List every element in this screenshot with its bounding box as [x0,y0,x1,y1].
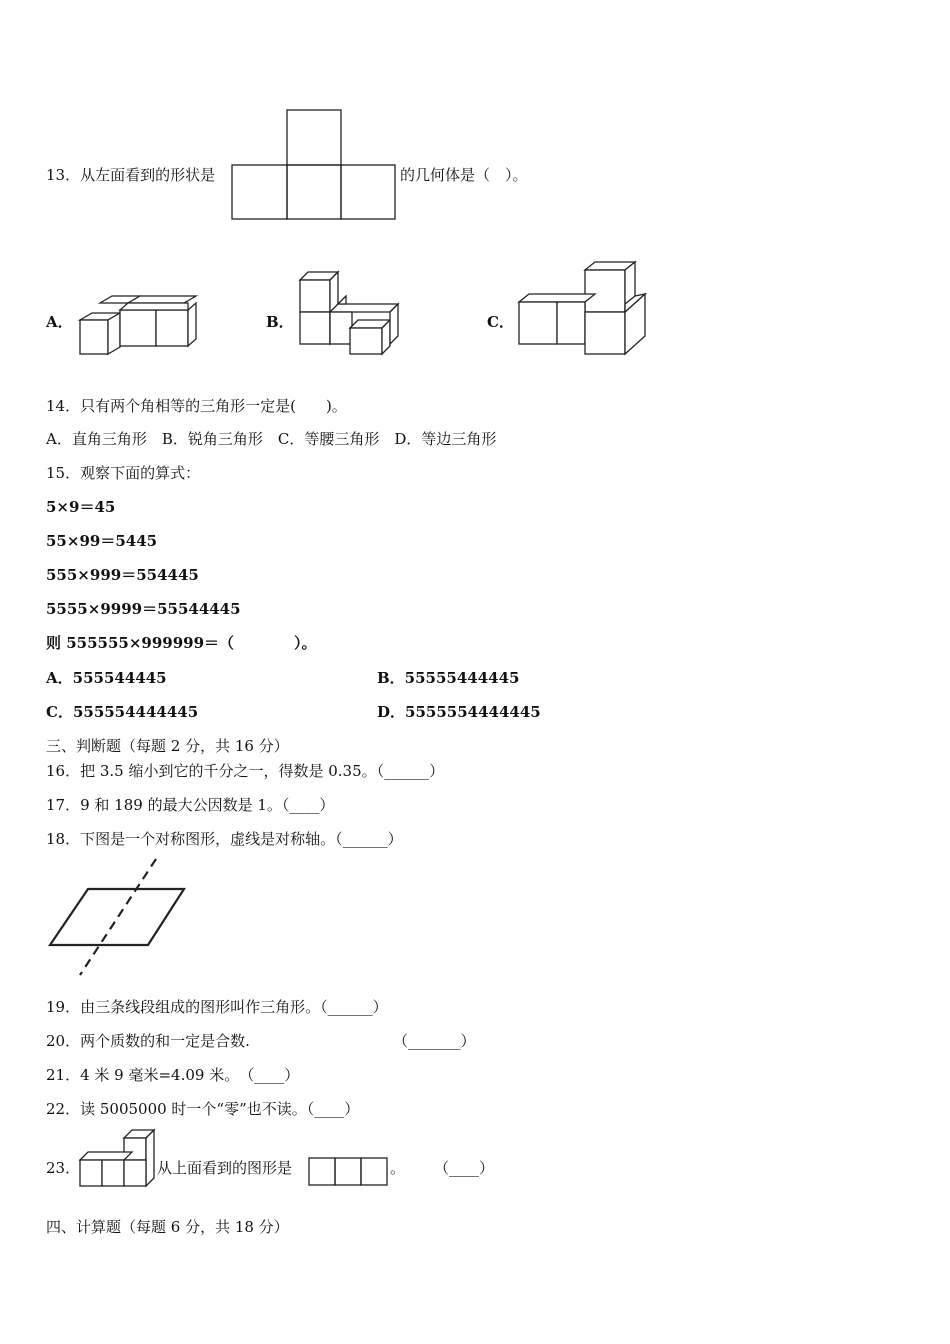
q18: 18．下图是一个对称图形，虚线是对称轴。（______） [46,830,403,848]
q21: 21．4 米 9 毫米=4.09 米。 （____） [46,1066,300,1084]
q15-option-b[interactable]: B．55555444445 [377,669,520,687]
q13-option-a-figure[interactable] [78,294,200,358]
q13-prefix: 13．从左面看到的形状是 [46,166,216,184]
q20-stem: 20．两个质数的和一定是合数. [46,1032,250,1050]
q15-line-4: 5555×9999＝55544445 [46,600,241,618]
q13-option-b-figure[interactable] [298,270,404,358]
section-3-heading: 三、判断题（每题 2 分，共 16 分） [46,737,289,755]
q15-line-2: 55×99＝5445 [46,532,158,550]
q18-parallelogram-figure [46,857,188,979]
q13-option-b-label[interactable]: B． [266,313,294,331]
q23-top-view-figure [308,1157,390,1187]
q14-stem: 14．只有两个角相等的三角形一定是( )。 [46,397,347,415]
q17: 17．9 和 189 的最大公因数是 1。（____） [46,796,335,814]
q23-suffix: 。 [390,1159,406,1177]
q16: 16．把 3.5 缩小到它的千分之一，得数是 0.35。（______） [46,762,445,780]
q23-cube-figure [78,1128,160,1190]
q13-option-c-label[interactable]: C． [487,313,514,331]
q15-option-d[interactable]: D．5555554444445 [377,703,541,721]
q23-middle: 从上面看到的图形是 [157,1159,293,1177]
q13-option-a-label[interactable]: A． [46,313,73,331]
q13-option-c-figure[interactable] [517,260,651,356]
q22: 22．读 5005000 时一个“零”也不读。（____） [46,1100,360,1118]
q15-stem: 15．观察下面的算式： [46,464,201,482]
q23-prefix: 23． [46,1159,81,1177]
q23-blank: （____） [434,1159,495,1177]
q13-suffix: 的几何体是（ ）。 [400,166,528,184]
q15-ask: 则 555555×999999＝（ ）。 [46,634,317,652]
q19: 19．由三条线段组成的图形叫作三角形。（______） [46,998,388,1016]
q15-option-a[interactable]: A．555544445 [46,669,167,687]
q14-options[interactable]: A．直角三角形 B．锐角三角形 C．等腰三角形 D．等边三角形 [46,430,497,448]
q20-blank: （_______） [393,1032,476,1050]
q15-option-c[interactable]: C．555554444445 [46,703,199,721]
q15-line-3: 555×999＝554445 [46,566,199,584]
q15-line-1: 5×9＝45 [46,498,116,516]
q13-left-view-figure [231,109,399,221]
section-4-heading: 四、计算题（每题 6 分，共 18 分） [46,1218,289,1236]
